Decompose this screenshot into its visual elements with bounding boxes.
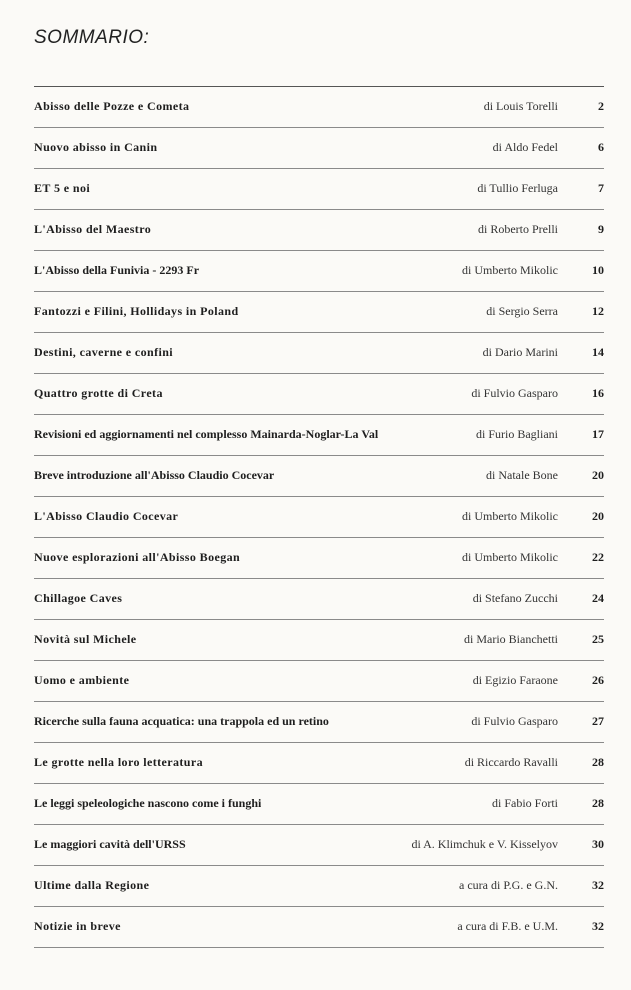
entry-page: 7 bbox=[598, 181, 604, 195]
entry-author: di Furio Bagliani bbox=[476, 427, 558, 441]
entry-title: Le leggi speleologiche nascono come i funghi bbox=[34, 796, 262, 810]
entry-page: 2 bbox=[598, 99, 604, 113]
entry-author: a cura di P.G. e G.N. bbox=[459, 878, 558, 892]
page-title: SOMMARIO: bbox=[34, 27, 150, 48]
toc-entry[interactable] bbox=[34, 374, 604, 415]
entry-page: 27 bbox=[592, 714, 604, 728]
entry-title: Chillagoe Caves bbox=[34, 591, 123, 605]
entry-author: di Tullio Ferluga bbox=[477, 181, 558, 195]
toc-entry[interactable] bbox=[34, 87, 604, 128]
entry-author: di A. Klimchuk e V. Kisselyov bbox=[411, 837, 558, 851]
entry-title: L'Abisso Claudio Cocevar bbox=[34, 509, 179, 523]
toc-entry[interactable] bbox=[34, 866, 604, 907]
entry-author: di Fulvio Gasparo bbox=[471, 386, 558, 400]
toc-entry[interactable] bbox=[34, 743, 604, 784]
entry-author: a cura di F.B. e U.M. bbox=[457, 919, 558, 933]
entry-page: 32 bbox=[592, 919, 604, 933]
entry-page: 20 bbox=[592, 509, 604, 523]
entry-title: Ricerche sulla fauna acquatica: una trappola ed un retino bbox=[34, 714, 329, 728]
toc-entry[interactable] bbox=[34, 251, 604, 292]
entry-author: di Fulvio Gasparo bbox=[471, 714, 558, 728]
entry-page: 9 bbox=[598, 222, 604, 236]
entry-title: Nuove esplorazioni all'Abisso Boegan bbox=[34, 550, 241, 564]
entry-title: Revisioni ed aggiornamenti nel complesso Mainarda-Noglar-La Val bbox=[34, 427, 379, 441]
entry-title: Notizie in breve bbox=[34, 919, 121, 933]
entry-title: Breve introduzione all'Abisso Claudio Cocevar bbox=[34, 468, 275, 482]
entry-author: di Louis Torelli bbox=[483, 99, 558, 113]
entry-author: di Roberto Prelli bbox=[478, 222, 558, 236]
entry-page: 10 bbox=[592, 263, 604, 277]
entry-page: 25 bbox=[592, 632, 604, 646]
toc-entry[interactable] bbox=[34, 169, 604, 210]
entry-title: Nuovo abisso in Canin bbox=[34, 140, 158, 154]
entry-title: Novità sul Michele bbox=[34, 632, 137, 646]
entry-author: di Fabio Forti bbox=[491, 796, 558, 810]
entry-author: di Aldo Fedel bbox=[492, 140, 558, 154]
entry-title: Ultime dalla Regione bbox=[34, 878, 150, 892]
entry-page: 32 bbox=[592, 878, 604, 892]
entry-page: 12 bbox=[592, 304, 604, 318]
toc-entry[interactable] bbox=[34, 538, 604, 579]
toc-entry[interactable] bbox=[34, 333, 604, 374]
entry-page: 24 bbox=[592, 591, 604, 605]
entry-author: di Mario Bianchetti bbox=[464, 632, 558, 646]
entry-page: 28 bbox=[592, 755, 604, 769]
toc-entry[interactable] bbox=[34, 415, 604, 456]
entry-author: di Riccardo Ravalli bbox=[464, 755, 558, 769]
entry-page: 6 bbox=[598, 140, 604, 154]
entry-page: 20 bbox=[592, 468, 604, 482]
toc-entry[interactable] bbox=[34, 702, 604, 743]
entry-title: Abisso delle Pozze e Cometa bbox=[34, 99, 190, 113]
entry-title: L'Abisso della Funivia - 2293 Fr bbox=[34, 263, 200, 277]
toc-entry[interactable] bbox=[34, 579, 604, 620]
entry-title: ET 5 e noi bbox=[34, 181, 91, 195]
entry-title: Le grotte nella loro letteratura bbox=[34, 755, 203, 769]
entry-page: 26 bbox=[592, 673, 604, 687]
entry-title: Le maggiori cavità dell'URSS bbox=[34, 837, 186, 851]
entry-author: di Natale Bone bbox=[486, 468, 558, 482]
entry-title: Destini, caverne e confini bbox=[34, 345, 174, 359]
toc-entry[interactable] bbox=[34, 825, 604, 866]
toc-entry[interactable] bbox=[34, 661, 604, 702]
toc-entry[interactable] bbox=[34, 784, 604, 825]
entry-title: Fantozzi e Filini, Hollidays in Poland bbox=[34, 304, 239, 318]
toc-entry[interactable] bbox=[34, 907, 604, 948]
entry-page: 30 bbox=[592, 837, 604, 851]
entry-author: di Dario Marini bbox=[482, 345, 558, 359]
toc-entry[interactable] bbox=[34, 292, 604, 333]
entry-author: di Sergio Serra bbox=[486, 304, 558, 318]
entry-author: di Egizio Faraone bbox=[472, 673, 558, 687]
entry-title: L'Abisso del Maestro bbox=[34, 222, 152, 236]
entry-page: 16 bbox=[592, 386, 604, 400]
entry-title: Uomo e ambiente bbox=[34, 673, 130, 687]
toc-entry[interactable] bbox=[34, 456, 604, 497]
toc-entry[interactable] bbox=[34, 497, 604, 538]
toc-entry[interactable] bbox=[34, 620, 604, 661]
entry-author: di Stefano Zucchi bbox=[472, 591, 558, 605]
table-of-contents bbox=[34, 86, 604, 948]
toc-entry[interactable] bbox=[34, 210, 604, 251]
entry-page: 28 bbox=[592, 796, 604, 810]
toc-entry[interactable] bbox=[34, 128, 604, 169]
entry-author: di Umberto Mikolic bbox=[462, 263, 558, 277]
entry-page: 22 bbox=[592, 550, 604, 564]
entry-author: di Umberto Mikolic bbox=[462, 509, 558, 523]
entry-author: di Umberto Mikolic bbox=[462, 550, 558, 564]
entry-title: Quattro grotte di Creta bbox=[34, 386, 163, 400]
entry-page: 14 bbox=[592, 345, 604, 359]
entry-page: 17 bbox=[592, 427, 604, 441]
